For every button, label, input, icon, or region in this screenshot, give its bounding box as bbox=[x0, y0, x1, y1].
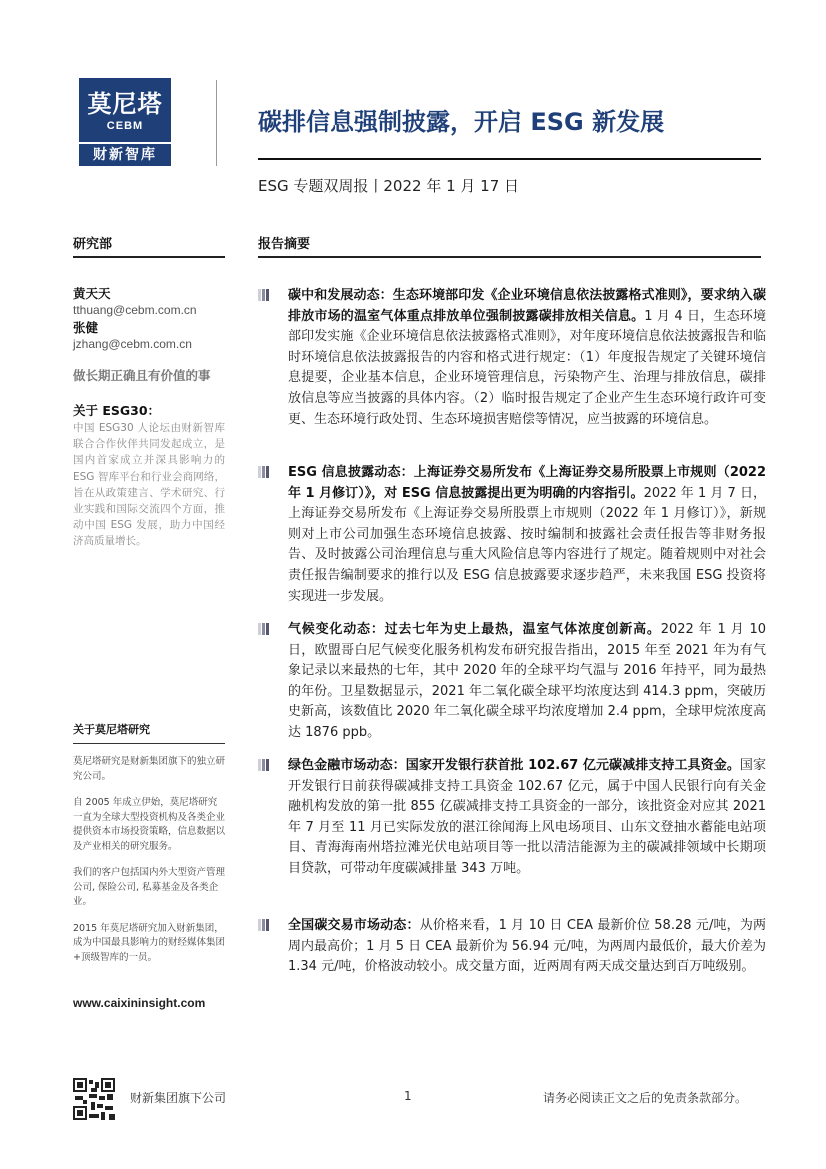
bullet-heading: ESG 信息披露动态：上海证券交易所发布《上海证券交易所股票上市规则（2022 年 1 月修订）》，对 ESG 信息披露提出更为明确的内容指引。 bbox=[288, 465, 766, 501]
footer-disclaimer: 请务必阅读正文之后的免责条款部分。 bbox=[543, 1091, 748, 1105]
bullet-body: 2022 年 1 月 7 日，上海证券交易所发布《上海证券交易所股票上市规则（2022 年 1 月修订）》，新规则对上市公司加强生态环境信息披露、按时编制和披露社会责任报告等非财务报告、及时披露公司治理信息与重大风险信息等内容进行了规定。随着规则中对社会责任报告编制要求的推行以及 ESG 信息披露要求逐步趋严，未来我国 ESG 投资将实现进一步发展。 bbox=[288, 485, 766, 604]
report-title: 碳排信息强制披露，开启 ESG 新发展 bbox=[258, 108, 665, 136]
footer-company: 财新集团旗下公司 bbox=[130, 1091, 227, 1105]
bullet-text bbox=[288, 463, 766, 607]
logo-main-text: 莫尼塔 bbox=[87, 90, 163, 118]
report-subtitle: ESG 专题双周报丨2022 年 1 月 17 日 bbox=[258, 177, 520, 195]
logo-top-block bbox=[79, 78, 171, 142]
bullet-marker-icon bbox=[258, 759, 272, 771]
website-link[interactable]: www.caixininsight.com bbox=[73, 996, 206, 1010]
esg30-title: 关于 ESG30： bbox=[73, 403, 161, 418]
bullet-text bbox=[288, 620, 766, 744]
bullet-body: 1 月 4 日，生态环境部印发实施《企业环境信息依法披露格式准则》，对年度环境信息依法披露报告和临时环境信息依法披露报告的内容和格式进行规定：（1）年度报告规定了关键环境信息提要，企业基本信息，企业环境管理信息，污染物产生、治理与排放信息，碳排放信息等应当披露的具体内容。（2）临时报告规定了企业产生生态环境行政许可变更、生态环境行政处罚、生态环境损害赔偿等情况，应当披露的环境信息。 bbox=[288, 308, 766, 427]
bullet-marker-icon bbox=[258, 919, 272, 931]
bullet-marker-icon bbox=[258, 289, 272, 301]
header-divider bbox=[216, 80, 217, 166]
motto: 做长期正确且有价值的事 bbox=[73, 368, 211, 383]
research-paragraph: 2015 年莫尼塔研究加入财新集团，成为中国最具影响力的财经媒体集团+顶级智库的一员。 bbox=[73, 922, 226, 963]
research-paragraph: 我们的客户包括国内外大型资产管理公司, 保险公司, 私募基金及各类企业。 bbox=[73, 867, 226, 907]
bullet-heading: 全国碳交易市场动态： bbox=[288, 918, 420, 933]
author-name: 张健 bbox=[73, 320, 99, 335]
logo-sub-text: CEBM bbox=[106, 120, 144, 132]
bullet-body: 2022 年 1 月 10 日，欧盟哥白尼气候变化服务机构发布研究报告指出，2015 年至 2021 年为有气象记录以来最热的七年，其中 2020 年的全球平均气温与 2016 年持平，同为最热的年份。卫星数据显示，2021 年二氧化碳全球平均浓度达到 414.3 ppm，突破历史新高，该数值比 2020 年二氧化碳全球平均浓度增加 2.4 ppm，全球甲烷浓度高达 1876 ppb。 bbox=[288, 622, 766, 740]
cebm-logo bbox=[79, 78, 171, 166]
logo-bottom-text: 财新智库 bbox=[79, 144, 171, 166]
esg30-about bbox=[73, 401, 225, 550]
research-about bbox=[73, 721, 225, 965]
esg30-text: 中国 ESG30 人论坛由财新智库联合合作伙伴共同发起成立，是国内首家成立并深具影响力的 ESG 智库平台和行业会商网络，旨在从政策建言、学术研究、行业实践和国际交流四个方面，推动中国 ESG 发展，助力中国经济高质量增长。 bbox=[73, 422, 225, 548]
right-section-title: 报告摘要 bbox=[258, 237, 311, 252]
bullet-body: 国家开发银行日前获得碳减排支持工具资金 102.67 亿元，属于中国人民银行向有关金融机构发放的第一批 855 亿碳减排支持工具资金的一部分，该批资金对应其 2021 年 7 月至 11 月已实际发放的湛江徐闻海上风电场项目、山东文登抽水蓄能电站项目、青海海南州塔拉滩光伏电站项目等一批以清洁能源为主的碳减排领域中长期项目贷款，可带动年度碳减排量 343 万吨。 bbox=[288, 758, 766, 876]
author-email[interactable]: tthuang@cebm.com.cn bbox=[73, 303, 197, 317]
authors-block bbox=[73, 285, 225, 353]
right-section-rule bbox=[258, 256, 761, 258]
author-email[interactable]: jzhang@cebm.com.cn bbox=[73, 337, 192, 351]
research-paragraph: 自 2005 年成立伊始，莫尼塔研究一直为全球大型投资机构及各类企业提供资本市场投资策略，信息数据以及产业相关的研究服务。 bbox=[73, 797, 226, 852]
left-section-rule bbox=[73, 256, 225, 258]
summary-bullet bbox=[258, 756, 766, 880]
qr-code-icon bbox=[73, 1078, 115, 1120]
summary-bullet bbox=[258, 916, 766, 978]
summary-bullet bbox=[258, 620, 766, 744]
bullet-body: 从价格来看，1 月 10 日 CEA 最新价位 58.28 元/吨，为两周内最高价；1 月 5 日 CEA 最新价为 56.94 元/吨，为两周内最低价，最大价差为 1.34 元/吨，价格波动较小。成交量方面，近两周有两天成交量达到百万吨级别。 bbox=[288, 918, 766, 975]
research-paragraph: 莫尼塔研究是财新集团旗下的独立研究公司。 bbox=[73, 756, 226, 782]
bullet-marker-icon bbox=[258, 466, 272, 478]
research-rule bbox=[73, 743, 225, 744]
title-rule bbox=[258, 158, 761, 160]
bullet-text bbox=[288, 916, 766, 978]
bullet-heading: 绿色金融市场动态：国家开发银行获首批 102.67 亿元碳减排支持工具资金。 bbox=[288, 758, 740, 773]
research-title: 关于莫尼塔研究 bbox=[73, 723, 150, 736]
author-name: 黄天天 bbox=[73, 286, 111, 301]
bullet-text bbox=[288, 286, 766, 430]
bullet-heading: 气候变化动态：过去七年为史上最热，温室气体浓度创新高。 bbox=[288, 622, 661, 637]
summary-bullet bbox=[258, 286, 766, 430]
page-number: 1 bbox=[404, 1089, 412, 1103]
bullet-heading: 碳中和发展动态：生态环境部印发《企业环境信息依法披露格式准则》，要求纳入碳排放市场的温室气体重点排放单位强制披露碳排放相关信息。 bbox=[288, 288, 766, 324]
summary-bullet bbox=[258, 463, 766, 607]
bullet-text bbox=[288, 756, 766, 880]
bullet-marker-icon bbox=[258, 623, 272, 635]
left-section-title: 研究部 bbox=[73, 237, 113, 252]
